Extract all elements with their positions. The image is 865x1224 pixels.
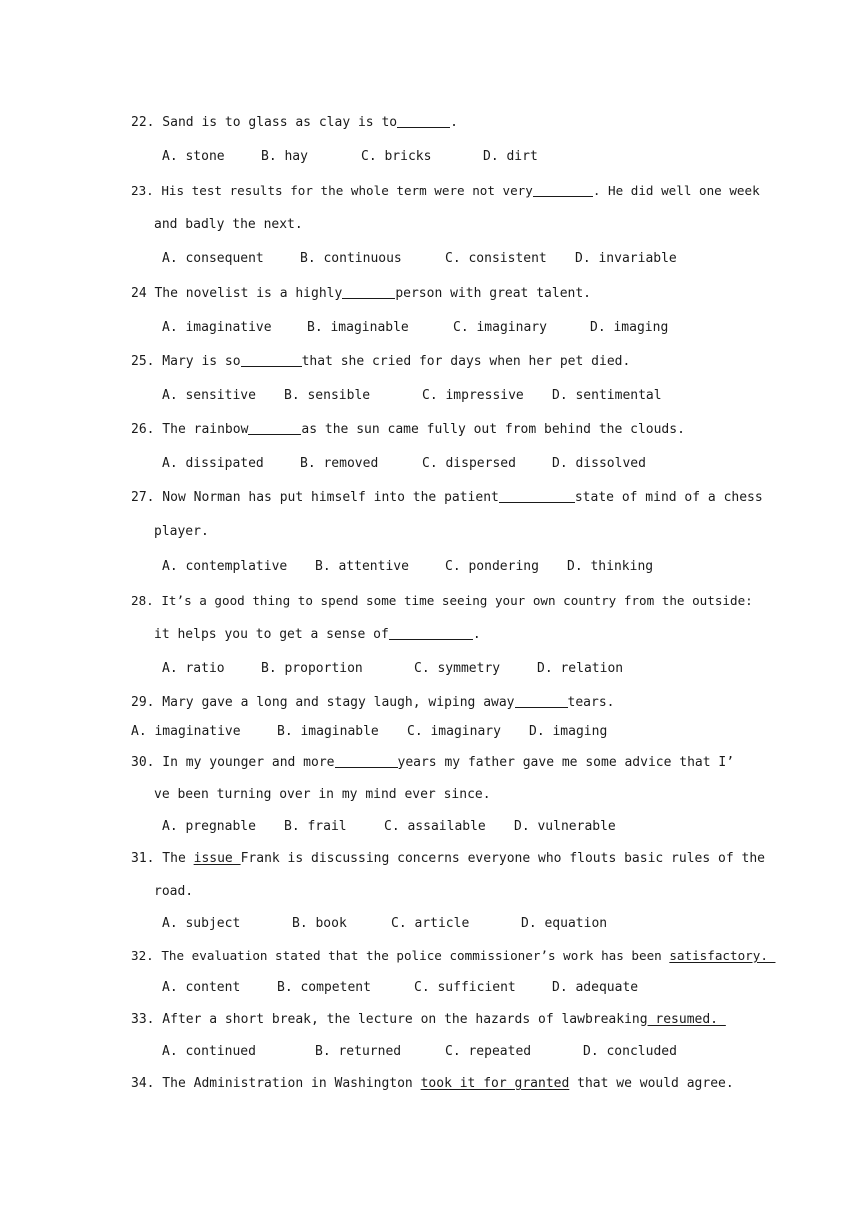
question-34-stem: 34. The Administration in Washington took it for granted that we would agree. [131, 1076, 734, 1091]
underlined-term: satisfactory. [669, 948, 776, 963]
question-24-option-b: B. imaginable [307, 320, 409, 335]
question-28-option-a: A. ratio [162, 661, 225, 676]
question-22-option-a: A. stone [162, 149, 225, 164]
question-30-option-c: C. assailable [384, 819, 486, 834]
question-28-option-b: B. proportion [261, 661, 363, 676]
answer-blank [499, 489, 575, 503]
question-27-option-c: C. pondering [445, 559, 539, 574]
question-23-option-a: A. consequent [162, 251, 264, 266]
answer-blank [241, 353, 302, 367]
answer-blank [342, 285, 395, 299]
question-27-stem: 27. Now Norman has put himself into the patient state of mind of a chess [131, 490, 763, 505]
question-22-option-d: D. dirt [483, 149, 538, 164]
question-30-stem: 30. In my younger and more years my father gave me some advice that I’ [131, 755, 735, 770]
question-31-stem-line2: road. [154, 884, 194, 899]
question-22-option-b: B. hay [261, 149, 308, 164]
answer-blank [335, 754, 398, 768]
question-25-option-d: D. sentimental [552, 388, 662, 403]
question-29-option-d: D. imaging [529, 724, 608, 739]
question-26-option-c: C. dispersed [422, 456, 516, 471]
question-29-option-a: A. imaginative [131, 724, 241, 739]
question-33-option-b: B. returned [315, 1044, 402, 1059]
question-25-option-b: B. sensible [284, 388, 371, 403]
question-26-option-b: B. removed [300, 456, 379, 471]
answer-blank [248, 421, 301, 435]
underlined-term: issue [193, 851, 241, 866]
question-23-option-d: D. invariable [575, 251, 677, 266]
answer-blank [533, 183, 593, 197]
question-28-stem: 28. It’s a good thing to spend some time seeing your own country from the outside: [131, 593, 753, 608]
question-30-option-d: D. vulnerable [514, 819, 616, 834]
question-22-stem: 22. Sand is to glass as clay is to . [131, 115, 458, 130]
question-30-option-b: B. frail [284, 819, 347, 834]
question-27-option-d: D. thinking [567, 559, 654, 574]
question-23-option-c: C. consistent [445, 251, 547, 266]
question-27-stem-line2: player. [154, 524, 209, 539]
question-28-option-c: C. symmetry [414, 661, 501, 676]
question-27-option-a: A. contemplative [162, 559, 288, 574]
question-33-option-c: C. repeated [445, 1044, 532, 1059]
question-23-stem-line2: and badly the next. [154, 217, 303, 232]
question-24-option-d: D. imaging [590, 320, 669, 335]
question-31-option-b: B. book [292, 916, 347, 931]
question-29-option-c: C. imaginary [407, 724, 501, 739]
question-30-stem-line2: ve been turning over in my mind ever since. [154, 787, 491, 802]
underlined-term: resumed. [647, 1012, 726, 1027]
question-29-option-b: B. imaginable [277, 724, 379, 739]
question-23-option-b: B. continuous [300, 251, 402, 266]
question-32-option-c: C. sufficient [414, 980, 516, 995]
question-31-option-d: D. equation [521, 916, 608, 931]
question-23-stem: 23. His test results for the whole term were not very . He did well one week [131, 183, 760, 198]
question-32-option-a: A. content [162, 980, 241, 995]
question-27-option-b: B. attentive [315, 559, 409, 574]
question-29-stem: 29. Mary gave a long and stagy laugh, wiping away tears. [131, 695, 615, 710]
question-24-option-a: A. imaginative [162, 320, 272, 335]
question-33-option-d: D. concluded [583, 1044, 677, 1059]
question-32-option-b: B. competent [277, 980, 371, 995]
question-32-stem: 32. The evaluation stated that the police commissioner’s work has been satisfactory. [131, 948, 776, 963]
question-25-stem: 25. Mary is so that she cried for days when her pet died. [131, 354, 631, 369]
question-32-option-d: D. adequate [552, 980, 639, 995]
question-24-option-c: C. imaginary [453, 320, 547, 335]
question-25-option-c: C. impressive [422, 388, 524, 403]
question-26-stem: 26. The rainbow as the sun came fully out from behind the clouds. [131, 422, 685, 437]
question-30-option-a: A. pregnable [162, 819, 256, 834]
question-25-option-a: A. sensitive [162, 388, 256, 403]
question-28-option-d: D. relation [537, 661, 624, 676]
question-24-stem: 24 The novelist is a highly person with great talent. [131, 286, 591, 301]
question-33-stem: 33. After a short break, the lecture on the hazards of lawbreaking resumed. [131, 1012, 726, 1027]
question-26-option-a: A. dissipated [162, 456, 264, 471]
answer-blank [397, 114, 450, 128]
question-28-stem-line2: it helps you to get a sense of . [154, 627, 481, 642]
question-33-option-a: A. continued [162, 1044, 256, 1059]
answer-blank [515, 694, 568, 708]
question-31-option-a: A. subject [162, 916, 241, 931]
underlined-term: took it for granted [420, 1076, 570, 1091]
question-31-option-c: C. article [391, 916, 470, 931]
question-31-stem: 31. The issue Frank is discussing concerns everyone who flouts basic rules of the [131, 851, 765, 866]
question-26-option-d: D. dissolved [552, 456, 646, 471]
answer-blank [389, 626, 473, 640]
question-22-option-c: C. bricks [361, 149, 432, 164]
